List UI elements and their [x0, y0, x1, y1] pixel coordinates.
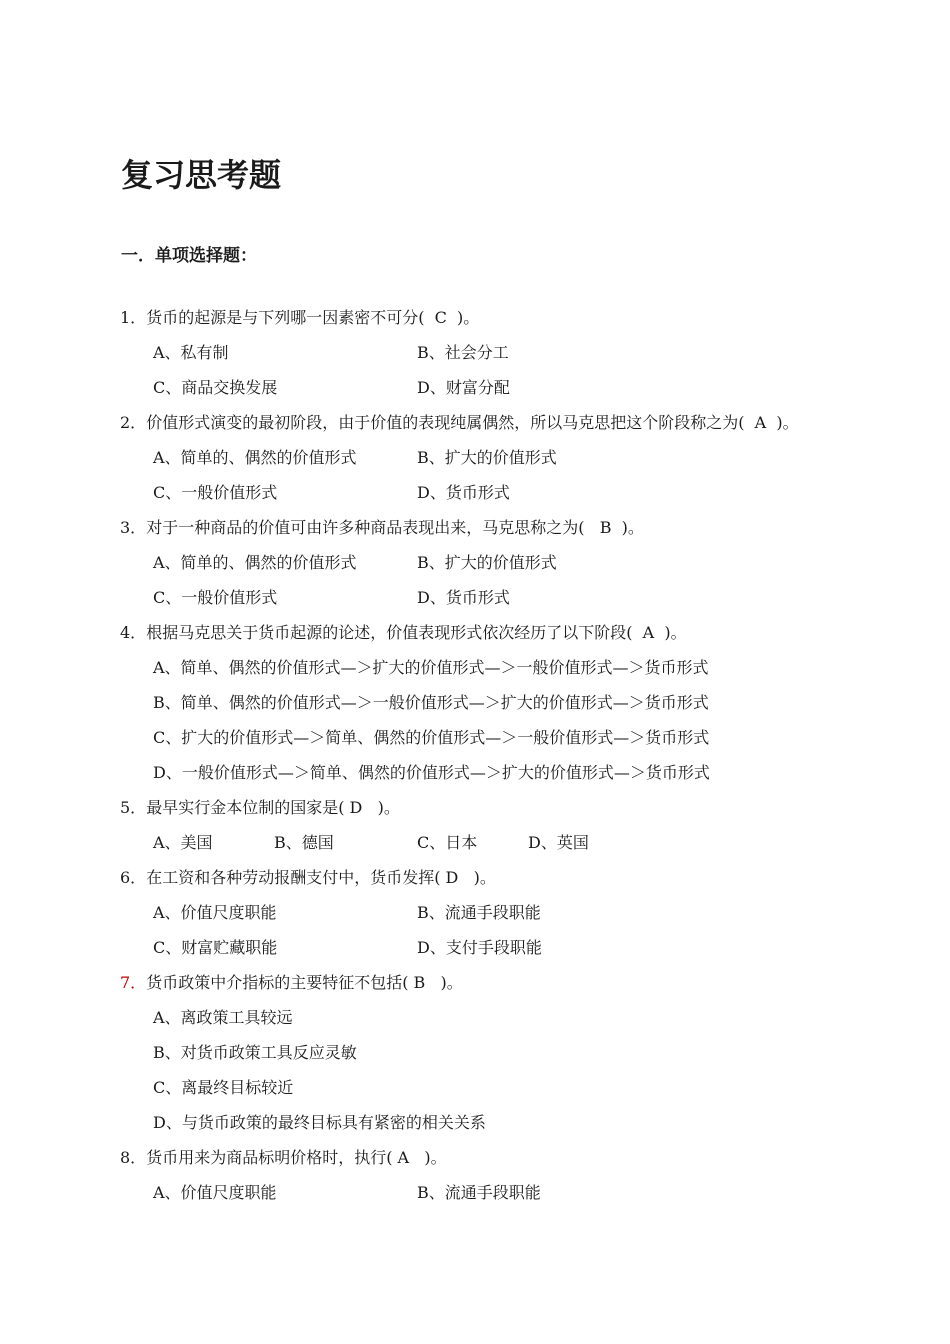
question-text: 最早实行金本位制的国家是(: [146, 798, 345, 817]
option-row: [0, 584, 950, 619]
option-b: B、流通手段职能: [417, 1183, 541, 1202]
question-answer: A: [392, 1148, 425, 1167]
option-d: D、支付手段职能: [417, 938, 542, 957]
option-c: C、商品交换发展: [153, 378, 278, 397]
question-text: 根据马克思关于货币起源的论述，价值表现形式依次经历了以下阶段(: [146, 623, 633, 642]
question-stem: [0, 619, 950, 654]
page-title: 复习思考题: [121, 156, 282, 194]
question-text: 对于一种商品的价值可由许多种商品表现出来，马克思称之为(: [146, 518, 585, 537]
option-row: [0, 479, 950, 514]
option-row: [0, 1004, 950, 1039]
option-row: [0, 549, 950, 584]
option-row: [0, 339, 950, 374]
option-a: A、价值尺度职能: [153, 903, 277, 922]
question-text-end: )。: [457, 308, 480, 327]
option-row: [0, 899, 950, 934]
option-d: D、与货币政策的最终目标具有紧密的相关关系: [153, 1113, 486, 1132]
question-text-end: )。: [664, 623, 687, 642]
question-stem: [0, 864, 950, 899]
option-b: B、简单、偶然的价值形式—＞一般价值形式—＞扩大的价值形式—＞货币形式: [153, 693, 709, 712]
question-number: 7．: [120, 973, 147, 992]
option-d: D、财富分配: [417, 378, 510, 397]
option-c: C、一般价值形式: [153, 483, 278, 502]
question-stem: [0, 969, 950, 1004]
question-text-end: )。: [377, 798, 400, 817]
question-text-end: )。: [440, 973, 463, 992]
question-number: 6．: [120, 868, 147, 887]
option-a: A、简单、偶然的价值形式—＞扩大的价值形式—＞一般价值形式—＞货币形式: [153, 658, 709, 677]
question-stem: [0, 304, 950, 339]
option-d: D、货币形式: [417, 483, 510, 502]
question-answer: D: [344, 798, 378, 817]
option-a: A、价值尺度职能: [153, 1183, 277, 1202]
option-row: [0, 1179, 950, 1214]
option-c: C、财富贮藏职能: [153, 938, 278, 957]
option-c: C、日本: [417, 833, 478, 852]
question-stem: [0, 1144, 950, 1179]
option-row: [0, 374, 950, 409]
option-d: D、英国: [528, 833, 589, 852]
question-text: 货币政策中介指标的主要特征不包括(: [146, 973, 409, 992]
option-b: B、德国: [274, 833, 334, 852]
option-b: B、扩大的价值形式: [417, 448, 557, 467]
question-text-end: )。: [776, 413, 799, 432]
section-heading: 一．单项选择题：: [121, 246, 257, 266]
option-c: C、一般价值形式: [153, 588, 278, 607]
option-row: [0, 1039, 950, 1074]
option-a: A、离政策工具较远: [153, 1008, 293, 1027]
option-row: [0, 759, 950, 794]
option-b: B、扩大的价值形式: [417, 553, 557, 572]
question-stem: [0, 409, 950, 444]
question-answer: A: [744, 413, 777, 432]
option-b: B、流通手段职能: [417, 903, 541, 922]
question-text-end: )。: [424, 1148, 447, 1167]
question-number: 4．: [120, 623, 147, 642]
question-number: 2．: [120, 413, 147, 432]
question-text: 在工资和各种劳动报酬支付中，货币发挥(: [146, 868, 441, 887]
question-number: 1．: [120, 308, 147, 327]
question-answer: C: [424, 308, 458, 327]
option-row: [0, 934, 950, 969]
question-text-end: )。: [473, 868, 496, 887]
question-answer: A: [632, 623, 665, 642]
option-row: [0, 444, 950, 479]
option-b: B、对货币政策工具反应灵敏: [153, 1043, 357, 1062]
option-row: [0, 654, 950, 689]
question-text-end: )。: [621, 518, 644, 537]
question-answer: B: [408, 973, 441, 992]
option-a: A、私有制: [153, 343, 229, 362]
option-b: B、社会分工: [417, 343, 509, 362]
question-list: [0, 304, 950, 1214]
option-a: A、简单的、偶然的价值形式: [153, 448, 357, 467]
option-d: D、一般价值形式—＞简单、偶然的价值形式—＞扩大的价值形式—＞货币形式: [153, 763, 710, 782]
option-c: C、离最终目标较近: [153, 1078, 294, 1097]
option-d: D、货币形式: [417, 588, 510, 607]
question-text: 价值形式演变的最初阶段，由于价值的表现纯属偶然，所以马克思把这个阶段称之为(: [146, 413, 745, 432]
question-answer: B: [584, 518, 622, 537]
question-stem: [0, 514, 950, 549]
option-row: [0, 724, 950, 759]
question-text: 货币用来为商品标明价格时，执行(: [146, 1148, 393, 1167]
option-row: [0, 1074, 950, 1109]
question-number: 8．: [120, 1148, 147, 1167]
question-answer: D: [440, 868, 474, 887]
option-a: A、美国: [153, 833, 213, 852]
question-number: 3．: [120, 518, 147, 537]
option-row: [0, 829, 950, 864]
option-row: [0, 1109, 950, 1144]
question-number: 5．: [120, 798, 147, 817]
option-c: C、扩大的价值形式—＞简单、偶然的价值形式—＞一般价值形式—＞货币形式: [153, 728, 710, 747]
question-stem: [0, 794, 950, 829]
question-text: 货币的起源是与下列哪一因素密不可分(: [146, 308, 425, 327]
option-a: A、简单的、偶然的价值形式: [153, 553, 357, 572]
option-row: [0, 689, 950, 724]
